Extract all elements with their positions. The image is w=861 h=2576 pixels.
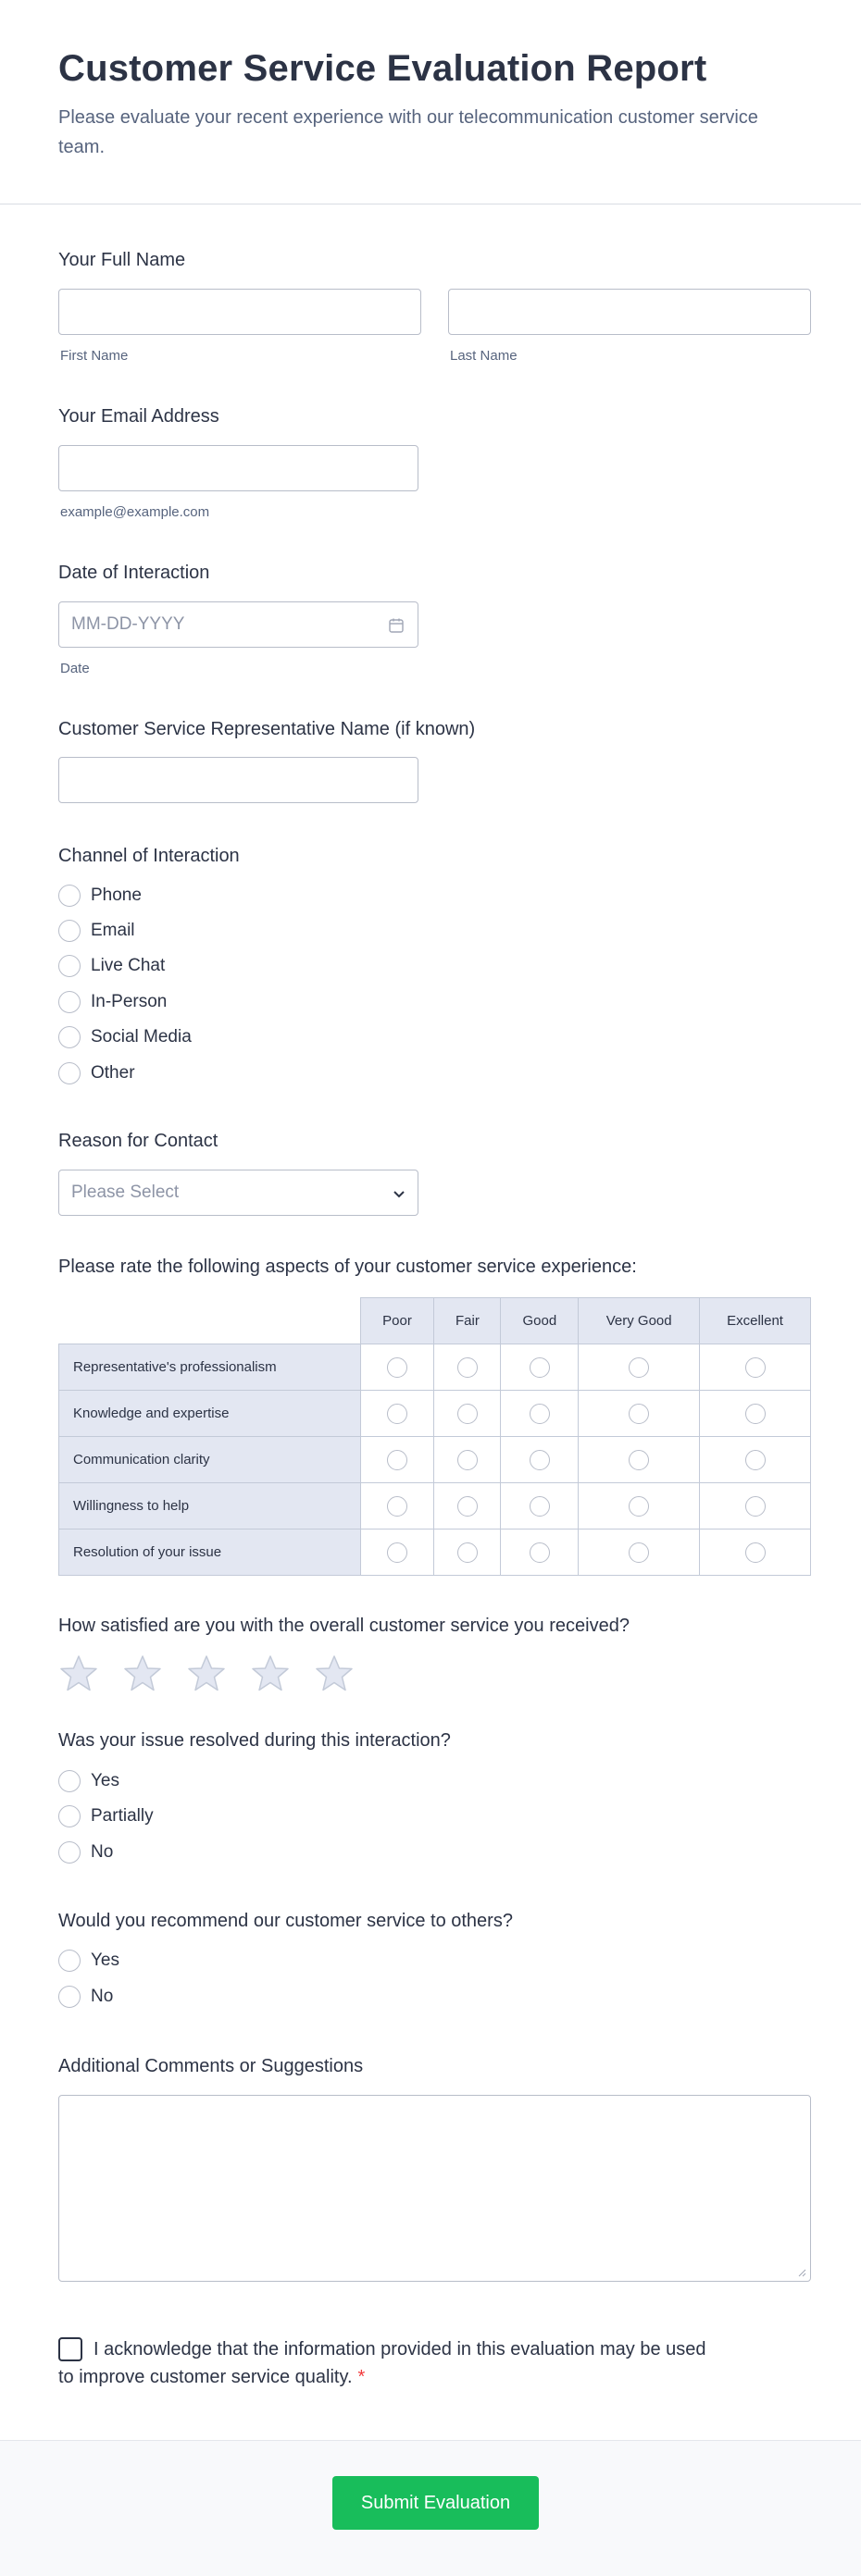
matrix-row	[59, 1530, 811, 1576]
recommend-label: Would you recommend our customer service to others?	[58, 1911, 513, 1931]
matrix-radio[interactable]	[629, 1542, 649, 1563]
matrix-col-excellent: Excellent	[700, 1298, 811, 1344]
satisfaction-label: How satisfied are you with the overall customer service you received?	[58, 1616, 630, 1636]
date-placeholder: MM-DD-YYYY	[71, 614, 185, 634]
matrix-row	[59, 1391, 811, 1437]
matrix-radio[interactable]	[530, 1357, 550, 1378]
matrix-label: Please rate the following aspects of your customer service experience:	[58, 1257, 637, 1277]
star-rating	[58, 1653, 378, 1694]
resize-handle-icon[interactable]	[797, 2268, 806, 2277]
page-title: Customer Service Evaluation Report	[58, 48, 707, 89]
matrix-radio[interactable]	[457, 1542, 478, 1563]
rep-name-label: Customer Service Representative Name (if known)	[58, 719, 476, 739]
date-label: Date of Interaction	[58, 563, 210, 583]
matrix-radio[interactable]	[745, 1404, 766, 1424]
acknowledge-label: I acknowledge that the information provided in this evaluation may be used to improve customer service quality. *	[58, 2339, 706, 2387]
matrix-radio[interactable]	[457, 1404, 478, 1424]
radio-button[interactable]	[58, 955, 81, 977]
matrix-radio[interactable]	[387, 1357, 407, 1378]
resolved-option-yes[interactable]: Yes	[58, 1769, 119, 1793]
matrix-radio[interactable]	[457, 1496, 478, 1517]
star-icon[interactable]	[122, 1653, 163, 1694]
matrix-row-label: Communication clarity	[59, 1437, 361, 1483]
matrix-row-label: Knowledge and expertise	[59, 1391, 361, 1437]
email-input[interactable]	[58, 445, 418, 491]
matrix-radio[interactable]	[530, 1542, 550, 1563]
date-input[interactable]	[58, 601, 418, 648]
first-name-input[interactable]	[58, 289, 421, 335]
matrix-radio[interactable]	[629, 1496, 649, 1517]
radio-button[interactable]	[58, 885, 81, 907]
matrix-row	[59, 1437, 811, 1483]
channel-option-live-chat[interactable]: Live Chat	[58, 954, 165, 978]
matrix-header-row	[59, 1298, 811, 1344]
matrix-radio[interactable]	[530, 1404, 550, 1424]
matrix-radio[interactable]	[387, 1496, 407, 1517]
channel-option-phone[interactable]: Phone	[58, 884, 142, 908]
full-name-label: Your Full Name	[58, 250, 186, 270]
channel-option-other[interactable]: Other	[58, 1061, 135, 1085]
matrix-col-poor: Poor	[360, 1298, 434, 1344]
radio-button[interactable]	[58, 1986, 81, 2008]
reason-label: Reason for Contact	[58, 1131, 218, 1151]
matrix-radio[interactable]	[387, 1404, 407, 1424]
matrix-col-fair: Fair	[434, 1298, 501, 1344]
channel-option-email[interactable]: Email	[58, 919, 135, 943]
matrix-row	[59, 1483, 811, 1530]
radio-button[interactable]	[58, 1770, 81, 1792]
form-footer	[0, 2440, 861, 2576]
submit-button[interactable]: Submit Evaluation	[332, 2476, 539, 2530]
matrix-row-label: Resolution of your issue	[59, 1530, 361, 1576]
matrix-radio[interactable]	[629, 1404, 649, 1424]
matrix-radio[interactable]	[457, 1450, 478, 1470]
page-subtitle: Please evaluate your recent experience with our telecommunication customer service team.	[58, 107, 758, 157]
matrix-radio[interactable]	[457, 1357, 478, 1378]
matrix-col-very-good: Very Good	[579, 1298, 700, 1344]
channel-option-social-media[interactable]: Social Media	[58, 1025, 192, 1049]
chevron-down-icon	[392, 1186, 406, 1201]
reason-placeholder: Please Select	[71, 1183, 180, 1202]
radio-button[interactable]	[58, 920, 81, 942]
star-icon[interactable]	[186, 1653, 227, 1694]
radio-button[interactable]	[58, 1950, 81, 1972]
first-name-sublabel: First Name	[60, 348, 129, 364]
matrix-radio[interactable]	[745, 1357, 766, 1378]
star-icon[interactable]	[58, 1653, 99, 1694]
radio-button[interactable]	[58, 1062, 81, 1084]
matrix-row-label: Willingness to help	[59, 1483, 361, 1530]
matrix-radio[interactable]	[629, 1450, 649, 1470]
rating-matrix	[58, 1297, 811, 1576]
channel-label: Channel of Interaction	[58, 846, 240, 866]
calendar-icon[interactable]	[388, 617, 405, 634]
radio-button[interactable]	[58, 991, 81, 1013]
star-icon[interactable]	[314, 1653, 355, 1694]
required-mark: *	[357, 2367, 366, 2387]
radio-button[interactable]	[58, 1026, 81, 1048]
matrix-radio[interactable]	[745, 1450, 766, 1470]
resolved-label: Was your issue resolved during this interaction?	[58, 1730, 451, 1751]
comments-label: Additional Comments or Suggestions	[58, 2056, 364, 2076]
matrix-radio[interactable]	[530, 1450, 550, 1470]
resolved-option-no[interactable]: No	[58, 1840, 113, 1864]
recommend-option-no[interactable]: No	[58, 1985, 113, 2009]
resolved-option-partially[interactable]: Partially	[58, 1804, 154, 1828]
recommend-option-yes[interactable]: Yes	[58, 1949, 119, 1973]
matrix-radio[interactable]	[745, 1542, 766, 1563]
radio-button[interactable]	[58, 1805, 81, 1827]
matrix-radio[interactable]	[745, 1496, 766, 1517]
matrix-row-label: Representative's professionalism	[59, 1344, 361, 1391]
matrix-corner	[59, 1298, 361, 1344]
radio-button[interactable]	[58, 1841, 81, 1864]
last-name-input[interactable]	[448, 289, 811, 335]
date-sublabel: Date	[60, 661, 90, 676]
email-sublabel: example@example.com	[60, 504, 210, 520]
matrix-radio[interactable]	[387, 1542, 407, 1563]
comments-textarea[interactable]	[58, 2095, 811, 2282]
email-label: Your Email Address	[58, 406, 219, 427]
matrix-col-good: Good	[501, 1298, 579, 1344]
channel-option-in-person[interactable]: In-Person	[58, 990, 167, 1014]
matrix-row	[59, 1344, 811, 1391]
matrix-radio[interactable]	[387, 1450, 407, 1470]
rep-name-input[interactable]	[58, 757, 418, 803]
matrix-radio[interactable]	[629, 1357, 649, 1378]
star-icon[interactable]	[250, 1653, 291, 1694]
matrix-radio[interactable]	[530, 1496, 550, 1517]
reason-select[interactable]	[58, 1170, 418, 1216]
last-name-sublabel: Last Name	[450, 348, 518, 364]
form-header	[0, 0, 861, 204]
